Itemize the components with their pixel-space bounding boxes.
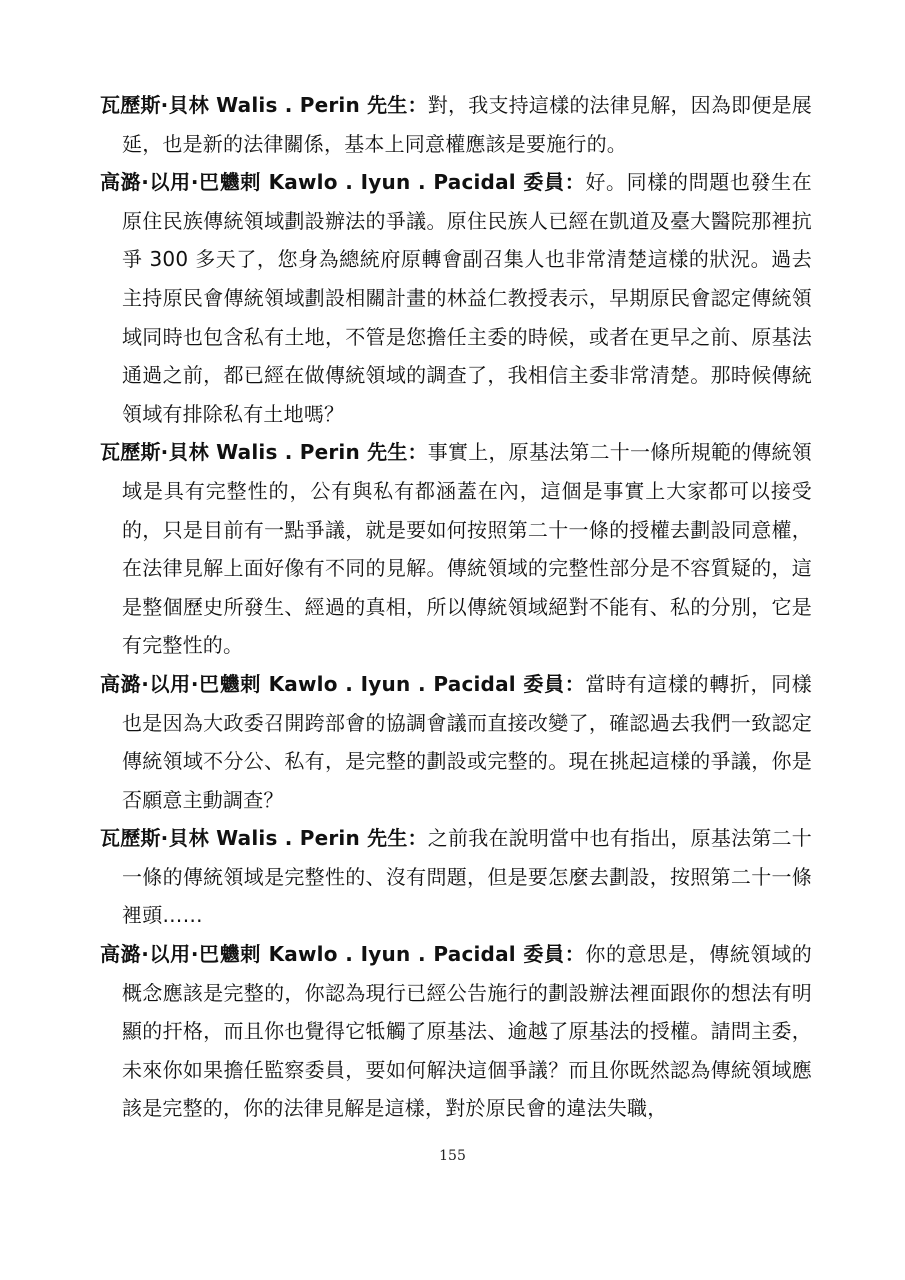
page-number: 155	[439, 1148, 466, 1164]
speaker-name: 高潞·以用·巴魕剌 Kawlo . Iyun . Pacidal 委員：	[100, 170, 586, 195]
speaker-name: 瓦歷斯·貝林 Walis . Perin 先生：	[100, 440, 428, 465]
transcript-entry-4	[100, 665, 812, 819]
speech-text: 當時有這樣的轉折，同樣也是因為大政委召開跨部會的協調會議而直接改變了，確認過去我們一致認定傳統領域不分公、私有，是完整的劃設或完整的。現在挑起這樣的爭議，你是否願意主動調查？	[122, 671, 813, 812]
speaker-name: 瓦歷斯·貝林 Walis . Perin 先生：	[100, 826, 428, 851]
speaker-name: 瓦歷斯·貝林 Walis . Perin 先生：	[100, 93, 428, 117]
transcript-entry-6	[100, 935, 812, 1128]
transcript-entry-1	[100, 86, 812, 163]
transcript-entry-5	[100, 819, 812, 935]
speech-text: 事實上，原基法第二十一條所規範的傳統領域是具有完整性的，公有與私有都涵蓋在內，這個是事實上大家都可以接受的，只是目前有一點爭議，就是要如何按照第二十一條的授權去劃設同意權，在法律見解上面好像有不同的見解。傳統領域的完整性部分是不容質疑的，這是整個歷史所發生、經過的真相，所以傳統領域絕對不能有、私的分別，它是有完整性的。	[122, 440, 812, 658]
speech-text: 好。同樣的問題也發生在原住民族傳統領域劃設辦法的爭議。原住民族人已經在凱道及臺大醫院那裡抗爭 300 多天了，您身為總統府原轉會副召集人也非常清楚這樣的狀況。過去主持原民會傳統領域劃設相關計畫的林益仁教授表示，早期原民會認定傳統領域同時也包含私有土地，不管是您擔任主委的時候，或者在更早之前、原基法通過之前，都已經在做傳統領域的調查了，我相信主委非常清楚。那時候傳統領域有排除私有土地嗎？	[122, 170, 813, 426]
transcript-body	[100, 86, 812, 1128]
transcript-entry-3	[100, 433, 812, 665]
speech-text: 你的意思是，傳統領域的概念應該是完整的，你認為現行已經公告施行的劃設辦法裡面跟你的想法有明顯的扞格，而且你也覺得它牴觸了原基法、逾越了原基法的授權。請問主委，未來你如果擔任監察委員，要如何解決這個爭議？而且你既然認為傳統領域應該是完整的，你的法律見解是這樣，對於原民會的違法失職，	[122, 942, 813, 1121]
speech-text: 對，我支持這樣的法律見解，因為即便是展延，也是新的法律關係，基本上同意權應該是要施行的。	[122, 93, 812, 156]
transcript-entry-2	[100, 163, 812, 433]
speaker-name: 高潞·以用·巴魕剌 Kawlo . Iyun . Pacidal 委員：	[100, 942, 586, 967]
speech-text: 之前我在說明當中也有指出，原基法第二十一條的傳統領域是完整性的、沒有問題，但是要怎麼去劃設，按照第二十一條裡頭……	[122, 826, 812, 928]
speaker-name: 高潞·以用·巴魕剌 Kawlo . Iyun . Pacidal 委員：	[100, 671, 586, 696]
